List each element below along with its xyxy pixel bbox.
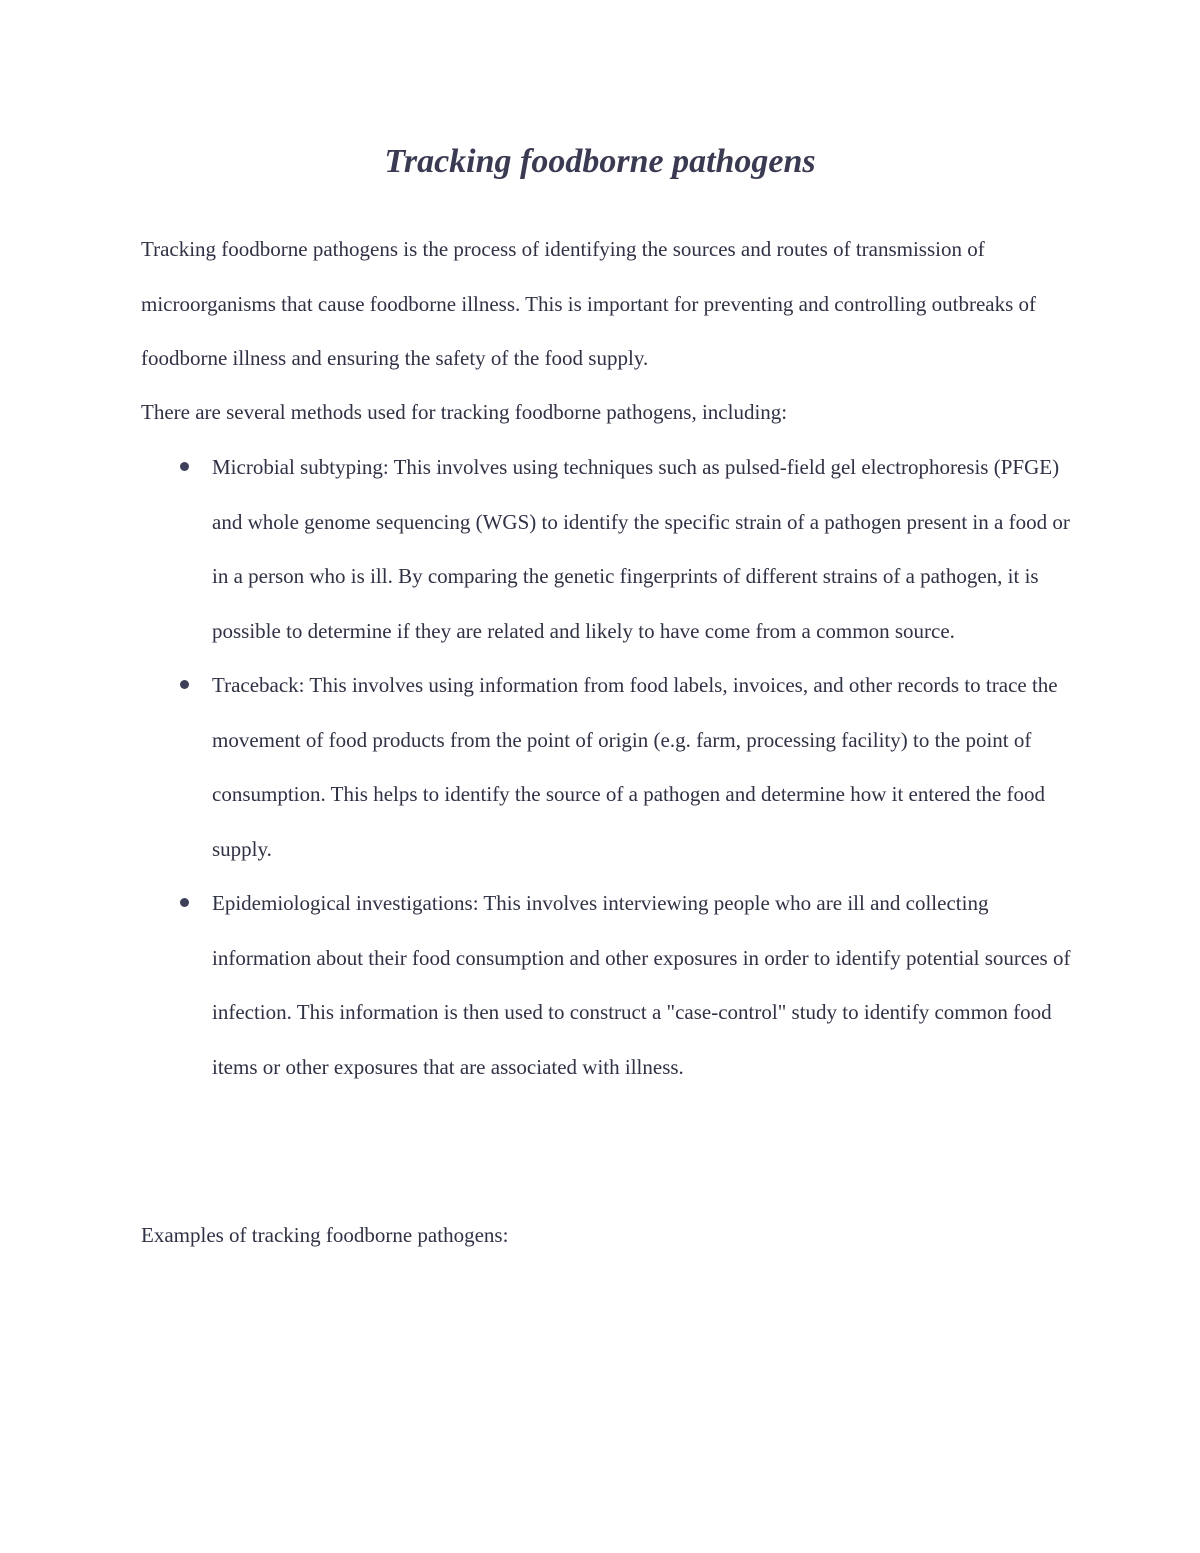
- bullet-icon: [180, 898, 189, 907]
- list-item: [141, 658, 1071, 876]
- methods-lead-paragraph: There are several methods used for tracking foodborne pathogens, including:: [141, 400, 788, 424]
- bullet-icon: [180, 680, 189, 689]
- document-title: Tracking foodborne pathogens: [384, 143, 816, 180]
- list-item-text: Microbial subtyping: This involves using techniques such as pulsed-field gel electrophoresis (PFGE) and whole genome sequencing (WGS) to identify the specific strain of a pathogen present in a food or in a person who is ill. By comparing the genetic fingerprints of different strains of a pathogen, it is possible to determine if they are related and likely to have come from a common source.: [212, 455, 1070, 643]
- list-item-text: Epidemiological investigations: This involves interviewing people who are ill and collecting information about their food consumption and other exposures in order to identify potential sources of infection. This information is then used to construct a "case-control" study to identify common food items or other exposures that are associated with illness.: [212, 891, 1071, 1079]
- intro-paragraph: Tracking foodborne pathogens is the process of identifying the sources and routes of transmission of microorganisms that cause foodborne illness. This is important for preventing and controlling outbreaks of foodborne illness and ensuring the safety of the food supply.: [141, 237, 1037, 370]
- list-item: [141, 440, 1071, 658]
- bullet-icon: [180, 462, 189, 471]
- methods-list: [141, 440, 1071, 1094]
- list-item: [141, 876, 1071, 1094]
- examples-lead-paragraph: Examples of tracking foodborne pathogens:: [141, 1223, 509, 1247]
- list-item-text: Traceback: This involves using information from food labels, invoices, and other records to trace the movement of food products from the point of origin (e.g. farm, processing facility) to the point of consumption. This helps to identify the source of a pathogen and determine how it entered the food supply.: [212, 673, 1058, 861]
